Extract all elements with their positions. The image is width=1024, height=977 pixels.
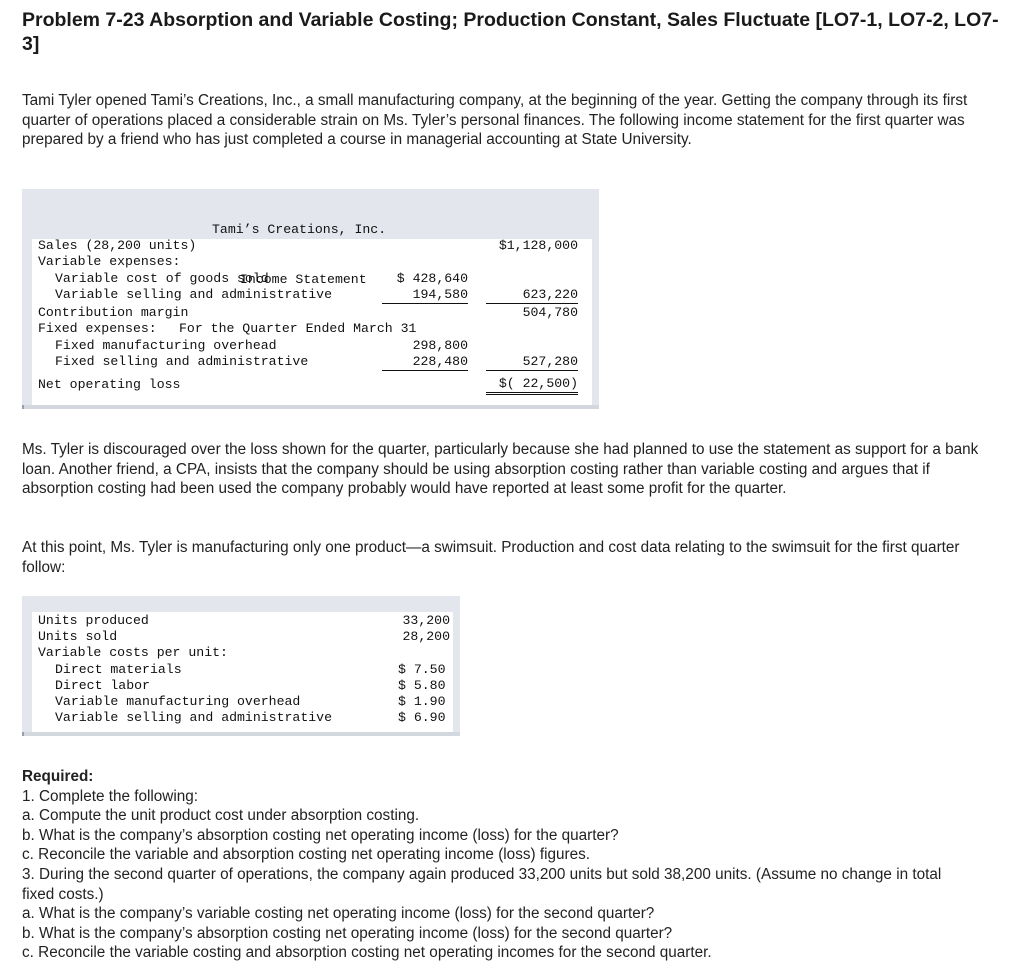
required-line-1b: b. What is the company’s absorption costing net operating income (loss) for the quarter?	[22, 826, 619, 844]
nol-label: Net operating loss	[38, 377, 181, 392]
required-line-3a: a. What is the company’s variable costing net operating income (loss) for the second quarter?	[22, 905, 655, 923]
dm-label: Direct materials	[55, 662, 182, 677]
required-line-1: 1. Complete the following:	[22, 787, 199, 805]
fsa-value: 228,480	[382, 354, 468, 371]
fixed-expenses-label: Fixed expenses:	[38, 321, 157, 336]
dm-value: $ 7.50	[398, 662, 446, 677]
required-line-3b: b. What is the company’s absorption costing net operating income (loss) for the second quarter?	[22, 924, 673, 942]
fmo-value: 298,800	[412, 338, 468, 353]
vsa-unit-value: $ 6.90	[398, 710, 446, 725]
paragraph-2: Ms. Tyler is discouraged over the loss shown for the quarter, particularly because she had planned to use the statement as support for a bank loan. Another friend, a CPA, insists that the company should be using absorption costing rather than variable costing and argues that if absorption costing had been used the company probably would have reported at least some profit for the quarter.	[22, 441, 979, 498]
dl-label: Direct labor	[55, 678, 150, 693]
required-line-1a: a. Compute the unit product cost under absorption costing.	[22, 807, 420, 825]
required-line-3: 3. During the second quarter of operations, the company again produced 33,200 units but sold 38,200 units. (Assume no change in total fixed costs.)	[22, 865, 942, 903]
paragraph-3: At this point, Ms. Tyler is manufacturing only one product—a swimsuit. Production and cost data relating to the swimsuit for the first quarter follow:	[22, 539, 960, 576]
units-produced-value: 33,200	[402, 613, 450, 628]
fmo-label: Fixed manufacturing overhead	[55, 338, 277, 353]
cm-label: Contribution margin	[38, 305, 189, 320]
vsa-value: 194,580	[382, 287, 468, 304]
variable-total-value: 623,220	[486, 287, 578, 304]
fsa-label: Fixed selling and administrative	[55, 354, 309, 369]
statement-name: Income Statement	[240, 271, 367, 287]
fixed-total-value: 527,280	[486, 354, 578, 371]
required-section	[22, 767, 997, 963]
income-statement-bottom-bar	[22, 405, 599, 409]
vmo-label: Variable manufacturing overhead	[55, 694, 301, 709]
required-heading: Required:	[22, 768, 94, 785]
vmo-value: $ 1.90	[398, 694, 446, 709]
vsa-unit-label: Variable selling and administrative	[55, 710, 332, 725]
intro-paragraph: Tami Tyler opened Tami’s Creations, Inc., a small manufacturing company, at the beginning of the year. Getting the company through its first quarter of operations placed a considerable strain on Ms. Tyler’s personal finances. The following income statement for the first quarter was prepared by a friend who has just completed a course in managerial accounting at State University.	[22, 92, 968, 149]
sales-value: $1,128,000	[498, 238, 578, 253]
sales-label: Sales (28,200 units)	[38, 238, 197, 253]
vcogs-value: $ 428,640	[396, 271, 468, 286]
nol-value: $( 22,500)	[486, 376, 578, 395]
units-sold-label: Units sold	[38, 629, 118, 644]
required-line-1c: c. Reconcile the variable and absorption costing net operating income (loss) figures.	[22, 846, 590, 864]
production-table-bottom-bar	[22, 732, 460, 736]
required-line-3c: c. Reconcile the variable costing and absorption costing net operating incomes for the second quarter.	[22, 944, 712, 962]
vcogs-label: Variable cost of goods sold	[55, 271, 269, 286]
dl-value: $ 5.80	[398, 678, 446, 693]
statement-period: For the Quarter Ended March 31	[179, 321, 417, 336]
variable-costs-label: Variable costs per unit:	[38, 645, 228, 660]
problem-title: Problem 7-23 Absorption and Variable Costing; Production Constant, Sales Fluctuate [LO7-1, LO7-2, LO7-3]	[22, 9, 999, 55]
cm-value: 504,780	[522, 305, 578, 320]
units-sold-value: 28,200	[402, 629, 450, 644]
units-produced-label: Units produced	[38, 613, 149, 628]
vsa-label: Variable selling and administrative	[55, 287, 332, 302]
variable-expenses-label: Variable expenses:	[38, 254, 181, 269]
company-name: Tami’s Creations, Inc.	[212, 222, 387, 237]
